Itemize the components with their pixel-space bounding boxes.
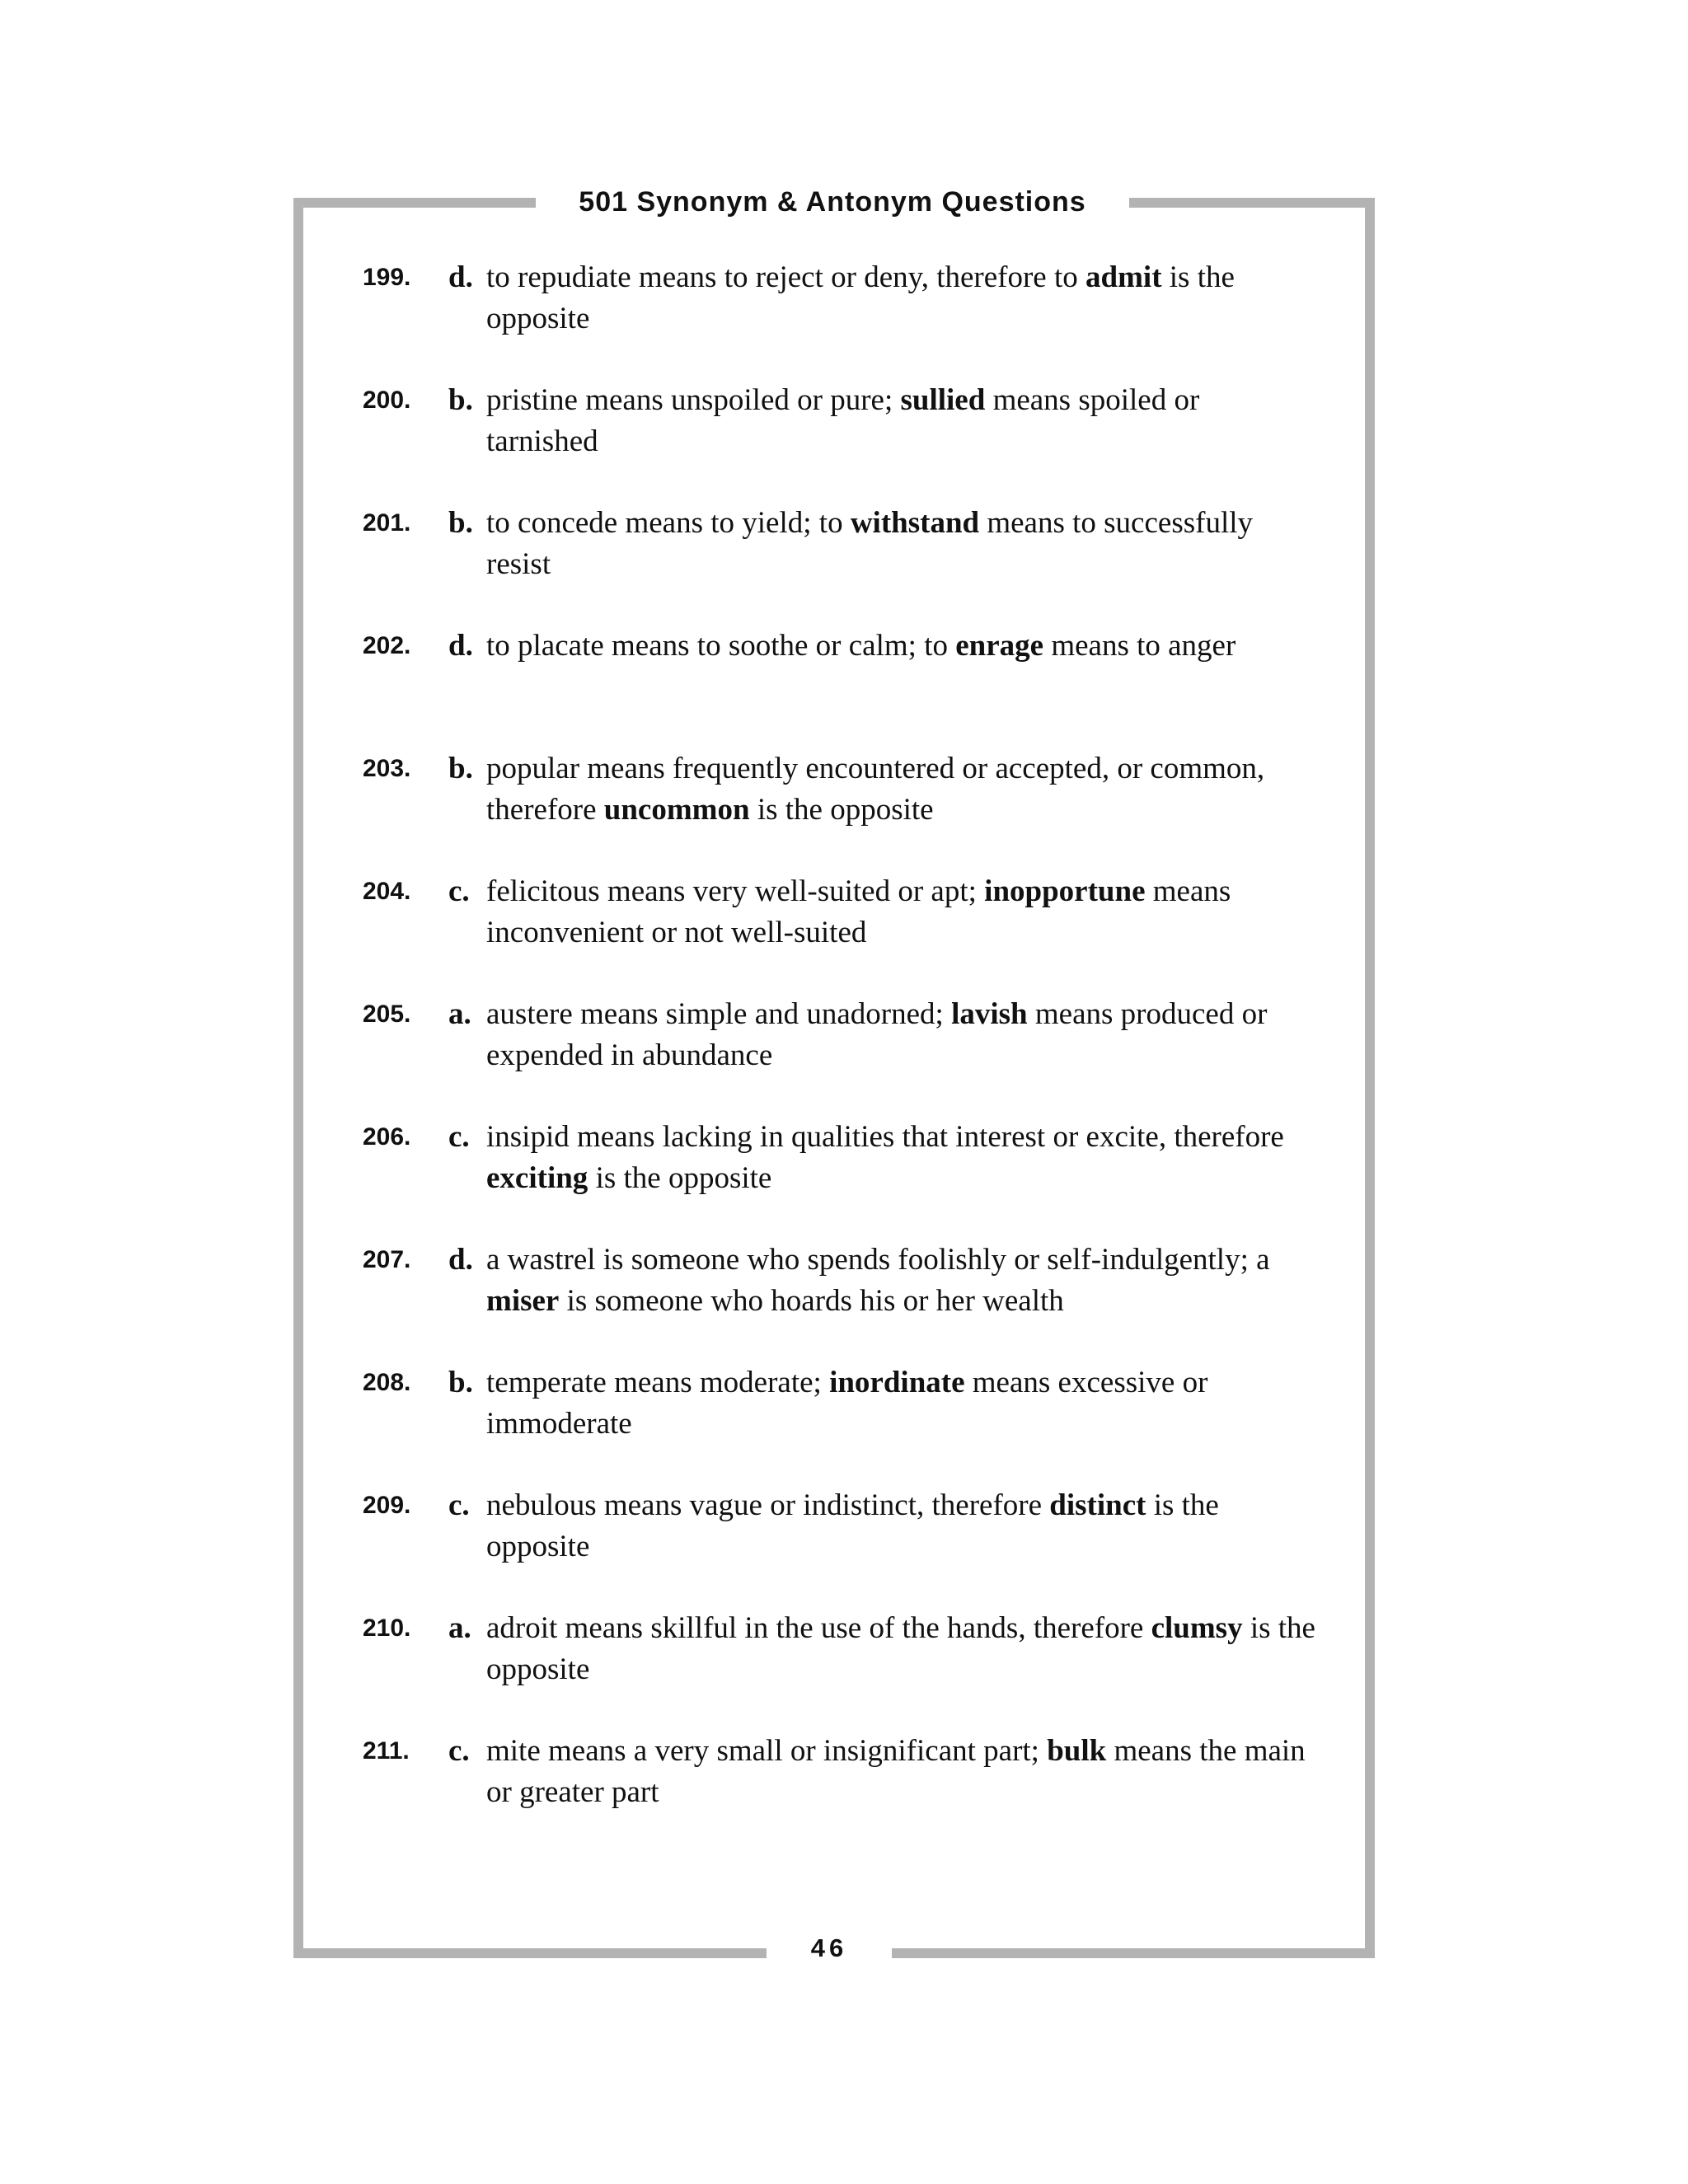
answer-keyword: uncommon xyxy=(603,793,750,827)
answer-item xyxy=(363,1362,1319,1485)
answer-explanation: mite means a very small or insignificant part; bulk means the main or greater part xyxy=(486,1734,1306,1809)
answer-item xyxy=(363,503,1319,626)
question-number: 205. xyxy=(363,1001,411,1028)
frame-bottom-right-bar xyxy=(892,1948,1375,1958)
answer-item xyxy=(363,380,1319,503)
question-number: 207. xyxy=(363,1246,411,1273)
answer-explanation: to concede means to yield; to withstand means to successfully resist xyxy=(486,506,1254,581)
answer-keyword: lavish xyxy=(951,997,1028,1031)
answer-explanation: to repudiate means to reject or deny, therefore to admit is the opposite xyxy=(486,260,1235,335)
answer-explanation: a wastrel is someone who spends foolishly or self-indulgently; a miser is someone who hoards his or her wealth xyxy=(486,1243,1270,1318)
frame-right-bar xyxy=(1365,198,1375,1958)
answer-letter: b. xyxy=(448,506,473,540)
answer-letter: b. xyxy=(448,383,473,417)
answer-item xyxy=(363,994,1319,1117)
answer-item xyxy=(363,1117,1319,1240)
question-number: 210. xyxy=(363,1615,411,1642)
answer-item xyxy=(363,1608,1319,1731)
frame-bottom-left-bar xyxy=(293,1948,767,1958)
question-number: 208. xyxy=(363,1369,411,1396)
answer-keyword: inordinate xyxy=(829,1366,965,1399)
question-number: 199. xyxy=(363,264,411,291)
answer-item xyxy=(363,1485,1319,1608)
answer-item xyxy=(363,626,1319,748)
answer-letter: d. xyxy=(448,629,473,663)
answer-list xyxy=(363,257,1319,1854)
answer-explanation: popular means frequently encountered or accepted, or common, therefore uncommon is the opposite xyxy=(486,752,1265,827)
page-number: 46 xyxy=(810,1933,848,1962)
answer-explanation: nebulous means vague or indistinct, therefore distinct is the opposite xyxy=(486,1488,1219,1563)
answer-explanation: insipid means lacking in qualities that interest or excite, therefore exciting is the opposite xyxy=(486,1120,1284,1195)
answer-letter: c. xyxy=(448,1120,470,1154)
answer-explanation: austere means simple and unadorned; lavish means produced or expended in abundance xyxy=(486,997,1268,1072)
question-number: 204. xyxy=(363,878,411,905)
answer-keyword: sullied xyxy=(900,383,986,417)
answer-explanation: adroit means skillful in the use of the hands, therefore clumsy is the opposite xyxy=(486,1611,1315,1686)
question-number: 209. xyxy=(363,1492,411,1519)
answer-item xyxy=(363,748,1319,871)
answer-keyword: clumsy xyxy=(1151,1611,1243,1645)
answer-explanation: felicitous means very well-suited or apt; inopportune means inconvenient or not well-suited xyxy=(486,874,1231,949)
answer-explanation: temperate means moderate; inordinate means excessive or immoderate xyxy=(486,1366,1208,1441)
answer-keyword: admit xyxy=(1085,260,1162,294)
frame-left-bar xyxy=(293,198,303,1958)
answer-keyword: inopportune xyxy=(984,874,1146,908)
frame-top-left-bar xyxy=(293,198,536,208)
answer-keyword: miser xyxy=(486,1284,560,1318)
answer-letter: b. xyxy=(448,1366,473,1399)
answer-item xyxy=(363,1731,1319,1854)
answer-keyword: bulk xyxy=(1047,1734,1107,1768)
answer-letter: b. xyxy=(448,752,473,785)
answer-letter: c. xyxy=(448,1734,470,1768)
question-number: 203. xyxy=(363,755,411,782)
question-number: 211. xyxy=(363,1737,410,1765)
answer-item xyxy=(363,871,1319,994)
page-header-title: 501 Synonym & Antonym Questions xyxy=(579,186,1086,218)
answer-letter: a. xyxy=(448,1611,471,1645)
answer-item xyxy=(363,1240,1319,1362)
answer-item xyxy=(363,257,1319,380)
answer-explanation: to placate means to soothe or calm; to enrage means to anger xyxy=(486,629,1236,663)
frame-top-right-bar xyxy=(1129,198,1375,208)
answer-letter: a. xyxy=(448,997,471,1031)
answer-letter: c. xyxy=(448,1488,470,1522)
question-number: 206. xyxy=(363,1123,411,1151)
answer-explanation: pristine means unspoiled or pure; sullied means spoiled or tarnished xyxy=(486,383,1200,458)
answer-keyword: withstand xyxy=(850,506,980,540)
answer-keyword: exciting xyxy=(486,1161,588,1195)
answer-letter: c. xyxy=(448,874,470,908)
question-number: 200. xyxy=(363,387,411,414)
answer-keyword: distinct xyxy=(1049,1488,1146,1522)
question-number: 202. xyxy=(363,632,411,659)
answer-keyword: enrage xyxy=(955,629,1044,663)
answer-letter: d. xyxy=(448,260,473,294)
answer-letter: d. xyxy=(448,1243,473,1277)
question-number: 201. xyxy=(363,509,411,537)
